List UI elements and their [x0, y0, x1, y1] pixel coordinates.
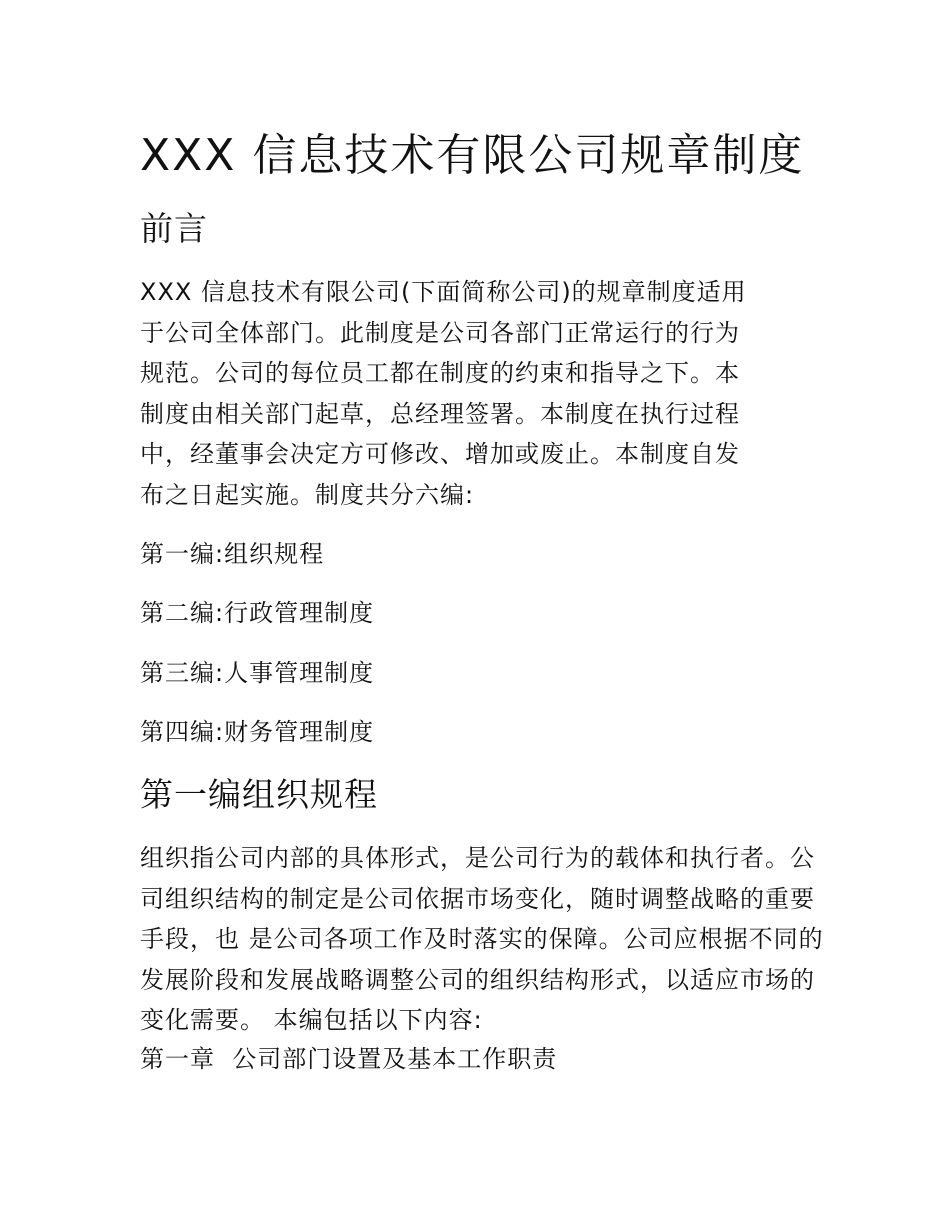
- document-title: XXX 信息技术有限公司规章制度: [140, 130, 805, 181]
- section-line: 手段，也 是公司各项工作及时落实的保障。公司应根据不同的: [140, 925, 824, 954]
- section-paragraph: [140, 838, 824, 1041]
- part-list-item: 第一编:组织规程: [140, 540, 325, 568]
- preface-line: XXX 信息技术有限公司(下面简称公司)的规章制度适用: [140, 278, 747, 306]
- chapter-heading: 第一章 公司部门设置及基本工作职责: [140, 1045, 558, 1073]
- part-list-item: 第二编:行政管理制度: [140, 599, 375, 627]
- section-line: 变化需要。 本编包括以下内容:: [140, 1006, 483, 1035]
- preface-heading: 前言: [140, 209, 208, 248]
- preface-paragraph: [140, 272, 815, 516]
- section-heading: 第一编组织规程: [140, 775, 378, 814]
- preface-line: 规范。公司的每位员工都在制度的约束和指导之下。本: [140, 359, 740, 388]
- part-list-item: 第四编:财务管理制度: [140, 718, 375, 746]
- section-line: 司组织结构的制定是公司依据市场变化，随时调整战略的重要: [140, 884, 815, 913]
- part-list-item: 第三编:人事管理制度: [140, 659, 375, 687]
- preface-line: 中，经董事会决定方可修改、增加或废止。本制度自发: [140, 440, 740, 469]
- preface-line: 布之日起实施。制度共分六编:: [140, 480, 475, 509]
- preface-line: 于公司全体部门。此制度是公司各部门正常运行的行为: [140, 318, 740, 347]
- preface-line: 制度由相关部门起草，总经理签署。本制度在执行过程: [140, 399, 740, 428]
- section-line: 组织指公司内部的具体形式，是公司行为的载体和执行者。公: [140, 844, 815, 872]
- section-line: 发展阶段和发展战略调整公司的组织结构形式，以适应市场的: [140, 965, 815, 994]
